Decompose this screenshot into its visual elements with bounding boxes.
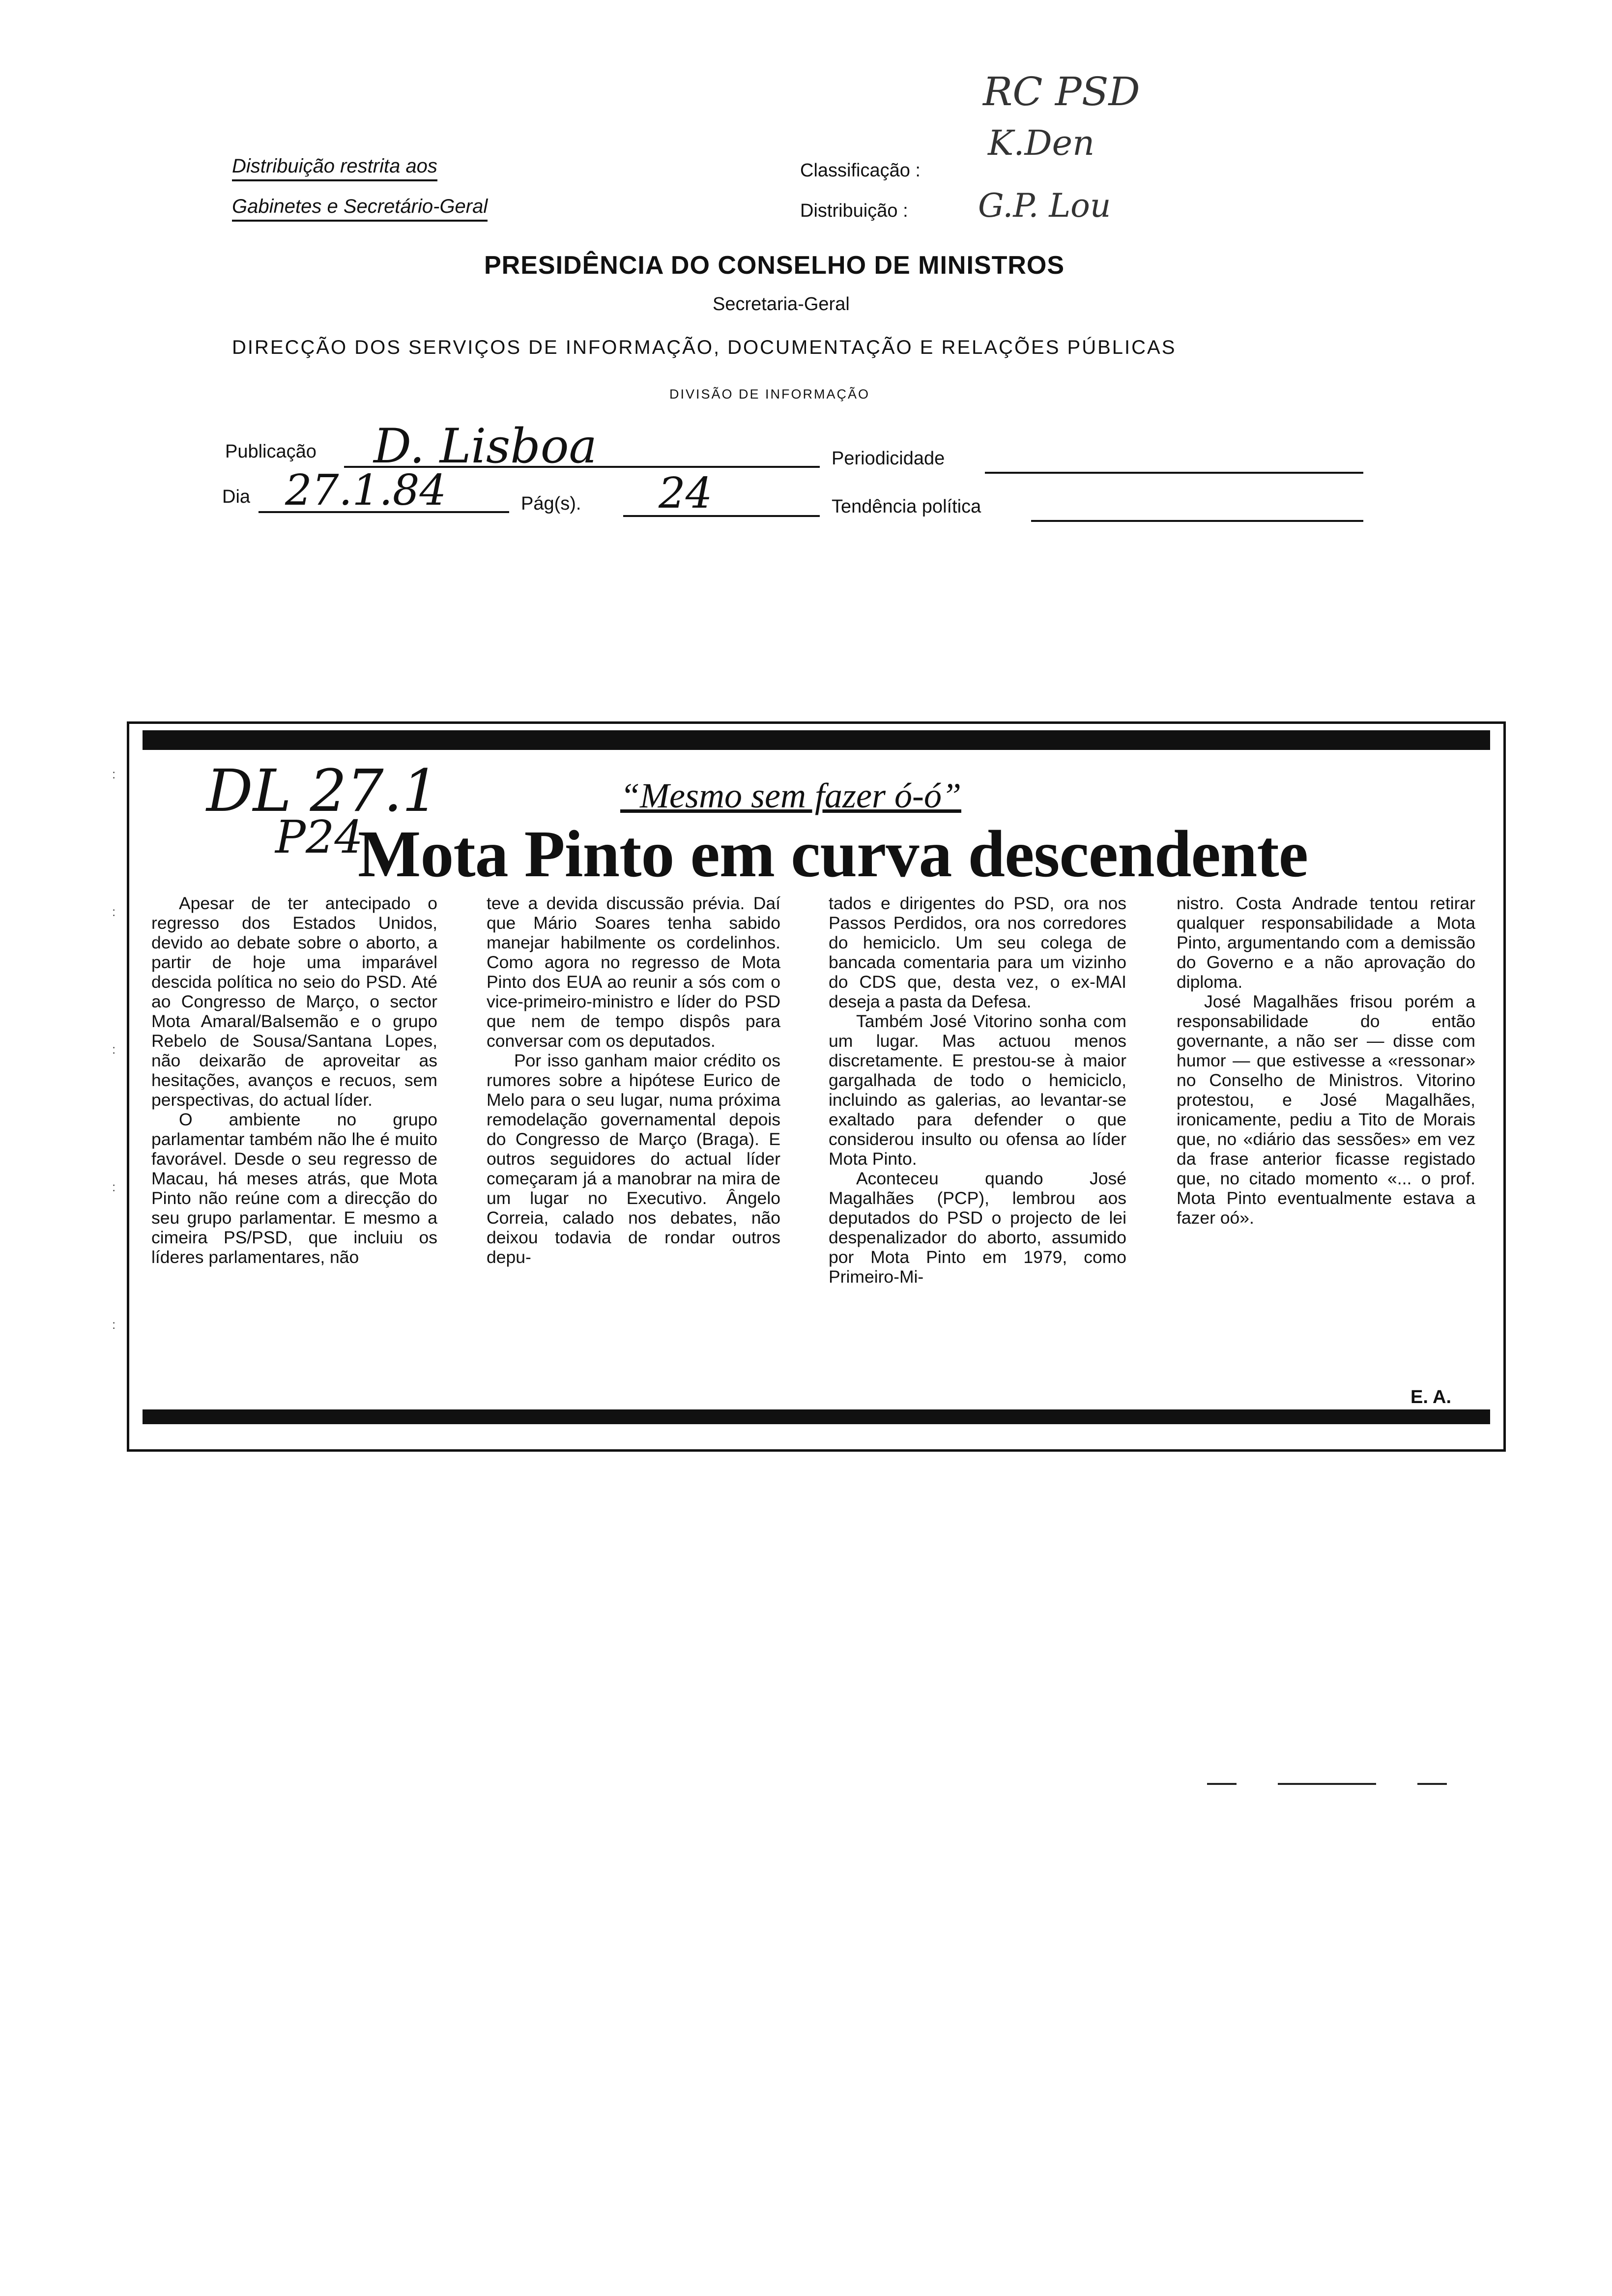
page-title: PRESIDÊNCIA DO CONSELHO DE MINISTROS xyxy=(484,251,1065,280)
stray-dash-mark xyxy=(1417,1783,1447,1785)
article-paragraph: Por isso ganham maior crédito os rumores sobre a hipótese Eurico de Melo para o seu lugar, numa próxima remodelação governamental depois do Congresso de Março (Braga). E outros seguidores do actual líder começaram já a manobrar na mira de um lugar no Executivo. Ângelo Correia, calado nos debates, não deixou todavia de rondar outros depu- xyxy=(487,1051,780,1267)
article-column-4 xyxy=(1177,893,1475,1228)
restricted-distribution-line2: Gabinetes e Secretário-Geral xyxy=(232,196,488,222)
handwritten-note-middle: K.Den xyxy=(988,123,1095,163)
article-paragraph: tados e dirigentes do PSD, ora nos Passos Perdidos, ora nos corredores do hemiciclo. Um seu colega de bancada comentaria para um vizinho do CDS que, desta vez, o ex-MAI deseja a pasta da Defesa. xyxy=(829,893,1126,1011)
article-headline: Mota Pinto em curva descendente xyxy=(358,817,1308,891)
publication-value: D. Lisboa xyxy=(374,419,597,474)
periodicity-field-line xyxy=(985,472,1363,474)
article-column-2 xyxy=(487,893,780,1267)
restricted-distribution-line1: Distribuição restrita aos xyxy=(232,155,437,181)
clipping-bottom-rule xyxy=(143,1409,1490,1424)
article-column-3 xyxy=(829,893,1126,1287)
stray-dash-mark xyxy=(1207,1783,1237,1785)
day-value: 27.1.84 xyxy=(285,466,447,515)
scan-edge-mark: : xyxy=(112,1042,116,1057)
article-column-1 xyxy=(151,893,437,1267)
article-paragraph: teve a devida discussão prévia. Daí que Mário Soares tenha sabido manejar habilmente os cordelinhos. Como agora no regresso de Mota Pinto dos EUA ao reunir a sós com o vice-primeiro-ministro e líder do PSD que nem de tempo dispôs para conversar com os deputados. xyxy=(487,893,780,1051)
division-line: DIVISÃO DE INFORMAÇÃO xyxy=(669,387,870,402)
article-paragraph: Aconteceu quando José Magalhães (PCP), lembrou aos deputados do PSD o projecto de lei despenalizador do aborto, assumido por Mota Pinto em 1979, como Primeiro-Mi- xyxy=(829,1169,1126,1287)
distribution-label: Distribuição : xyxy=(800,201,908,221)
publication-label: Publicação xyxy=(225,441,317,462)
pages-value: 24 xyxy=(659,469,713,518)
periodicity-label: Periodicidade xyxy=(832,448,945,469)
scan-edge-mark: : xyxy=(112,904,116,919)
stray-dash-mark xyxy=(1278,1783,1376,1785)
handwritten-clip-date: DL 27.1 xyxy=(206,757,439,825)
article-paragraph: nistro. Costa Andrade tentou retirar qualquer responsabilidade a Mota Pinto, argumentando com a demissão do Governo e a não aprovação do diploma. xyxy=(1177,893,1475,992)
article-paragraph: Apesar de ter antecipado o regresso dos Estados Unidos, devido ao debate sobre o aborto, a partir de hoje uma imparável descida política no seio do PSD. Até ao Congresso de Março, o sector Mota Amaral/Balsemão e o grupo Rebelo de Sousa/Santana Lopes, não deixarão de aproveitar as hesitações, avanços e recuos, sem perspectivas, do actual líder. xyxy=(151,893,437,1110)
handwritten-note-bottom: G.P. Lou xyxy=(978,187,1111,225)
secretariat-subtitle: Secretaria-Geral xyxy=(713,294,850,315)
scan-edge-mark: : xyxy=(112,767,116,781)
scan-edge-mark: : xyxy=(112,1179,116,1194)
day-label: Dia xyxy=(222,487,251,507)
article-signature: E. A. xyxy=(1410,1387,1452,1407)
article-paragraph: José Magalhães frisou porém a responsabilidade do então governante, a não ser — disse com humor — que estivesse a «ressonar» no Conselho de Ministros. Vitorino protestou, e José Magalhães, ironicamente, pediu a Tito de Morais que, no «diário das sessões» em vez da frase anterior ficasse registado que, no citado momento «... o prof. Mota Pinto eventualmente estava a fazer oó». xyxy=(1177,992,1475,1228)
clipping-top-rule xyxy=(143,730,1490,750)
pages-label: Pág(s). xyxy=(521,493,581,514)
political-tendency-field-line xyxy=(1031,520,1363,522)
pages-field-line xyxy=(623,515,820,517)
scan-edge-mark: : xyxy=(112,1317,116,1332)
article-kicker: “Mesmo sem fazer ó-ó” xyxy=(620,776,961,815)
classification-label: Classificação : xyxy=(800,160,921,181)
article-paragraph: O ambiente no grupo parlamentar também não lhe é muito favorável. Desde o seu regresso de Macau, há meses atrás, que Mota Pinto não reúne com a direcção do seu grupo parlamentar. E mesmo a cimeira PS/PSD, que incluiu os líderes parlamentares, não xyxy=(151,1110,437,1267)
handwritten-note-top: RC PSD xyxy=(983,69,1140,115)
political-tendency-label: Tendência política xyxy=(832,496,981,517)
article-paragraph: Também José Vitorino sonha com um lugar. Mas actuou menos discretamente. E prestou-se à maior gargalhada de todo o hemiciclo, incluindo as galerias, ao levantar-se exaltado para defender o que considerou insulto ou ofensa ao líder Mota Pinto. xyxy=(829,1011,1126,1169)
handwritten-clip-page: P24 xyxy=(275,811,363,863)
department-line: DIRECÇÃO DOS SERVIÇOS DE INFORMAÇÃO, DOCUMENTAÇÃO E RELAÇÕES PÚBLICAS xyxy=(232,337,1177,358)
